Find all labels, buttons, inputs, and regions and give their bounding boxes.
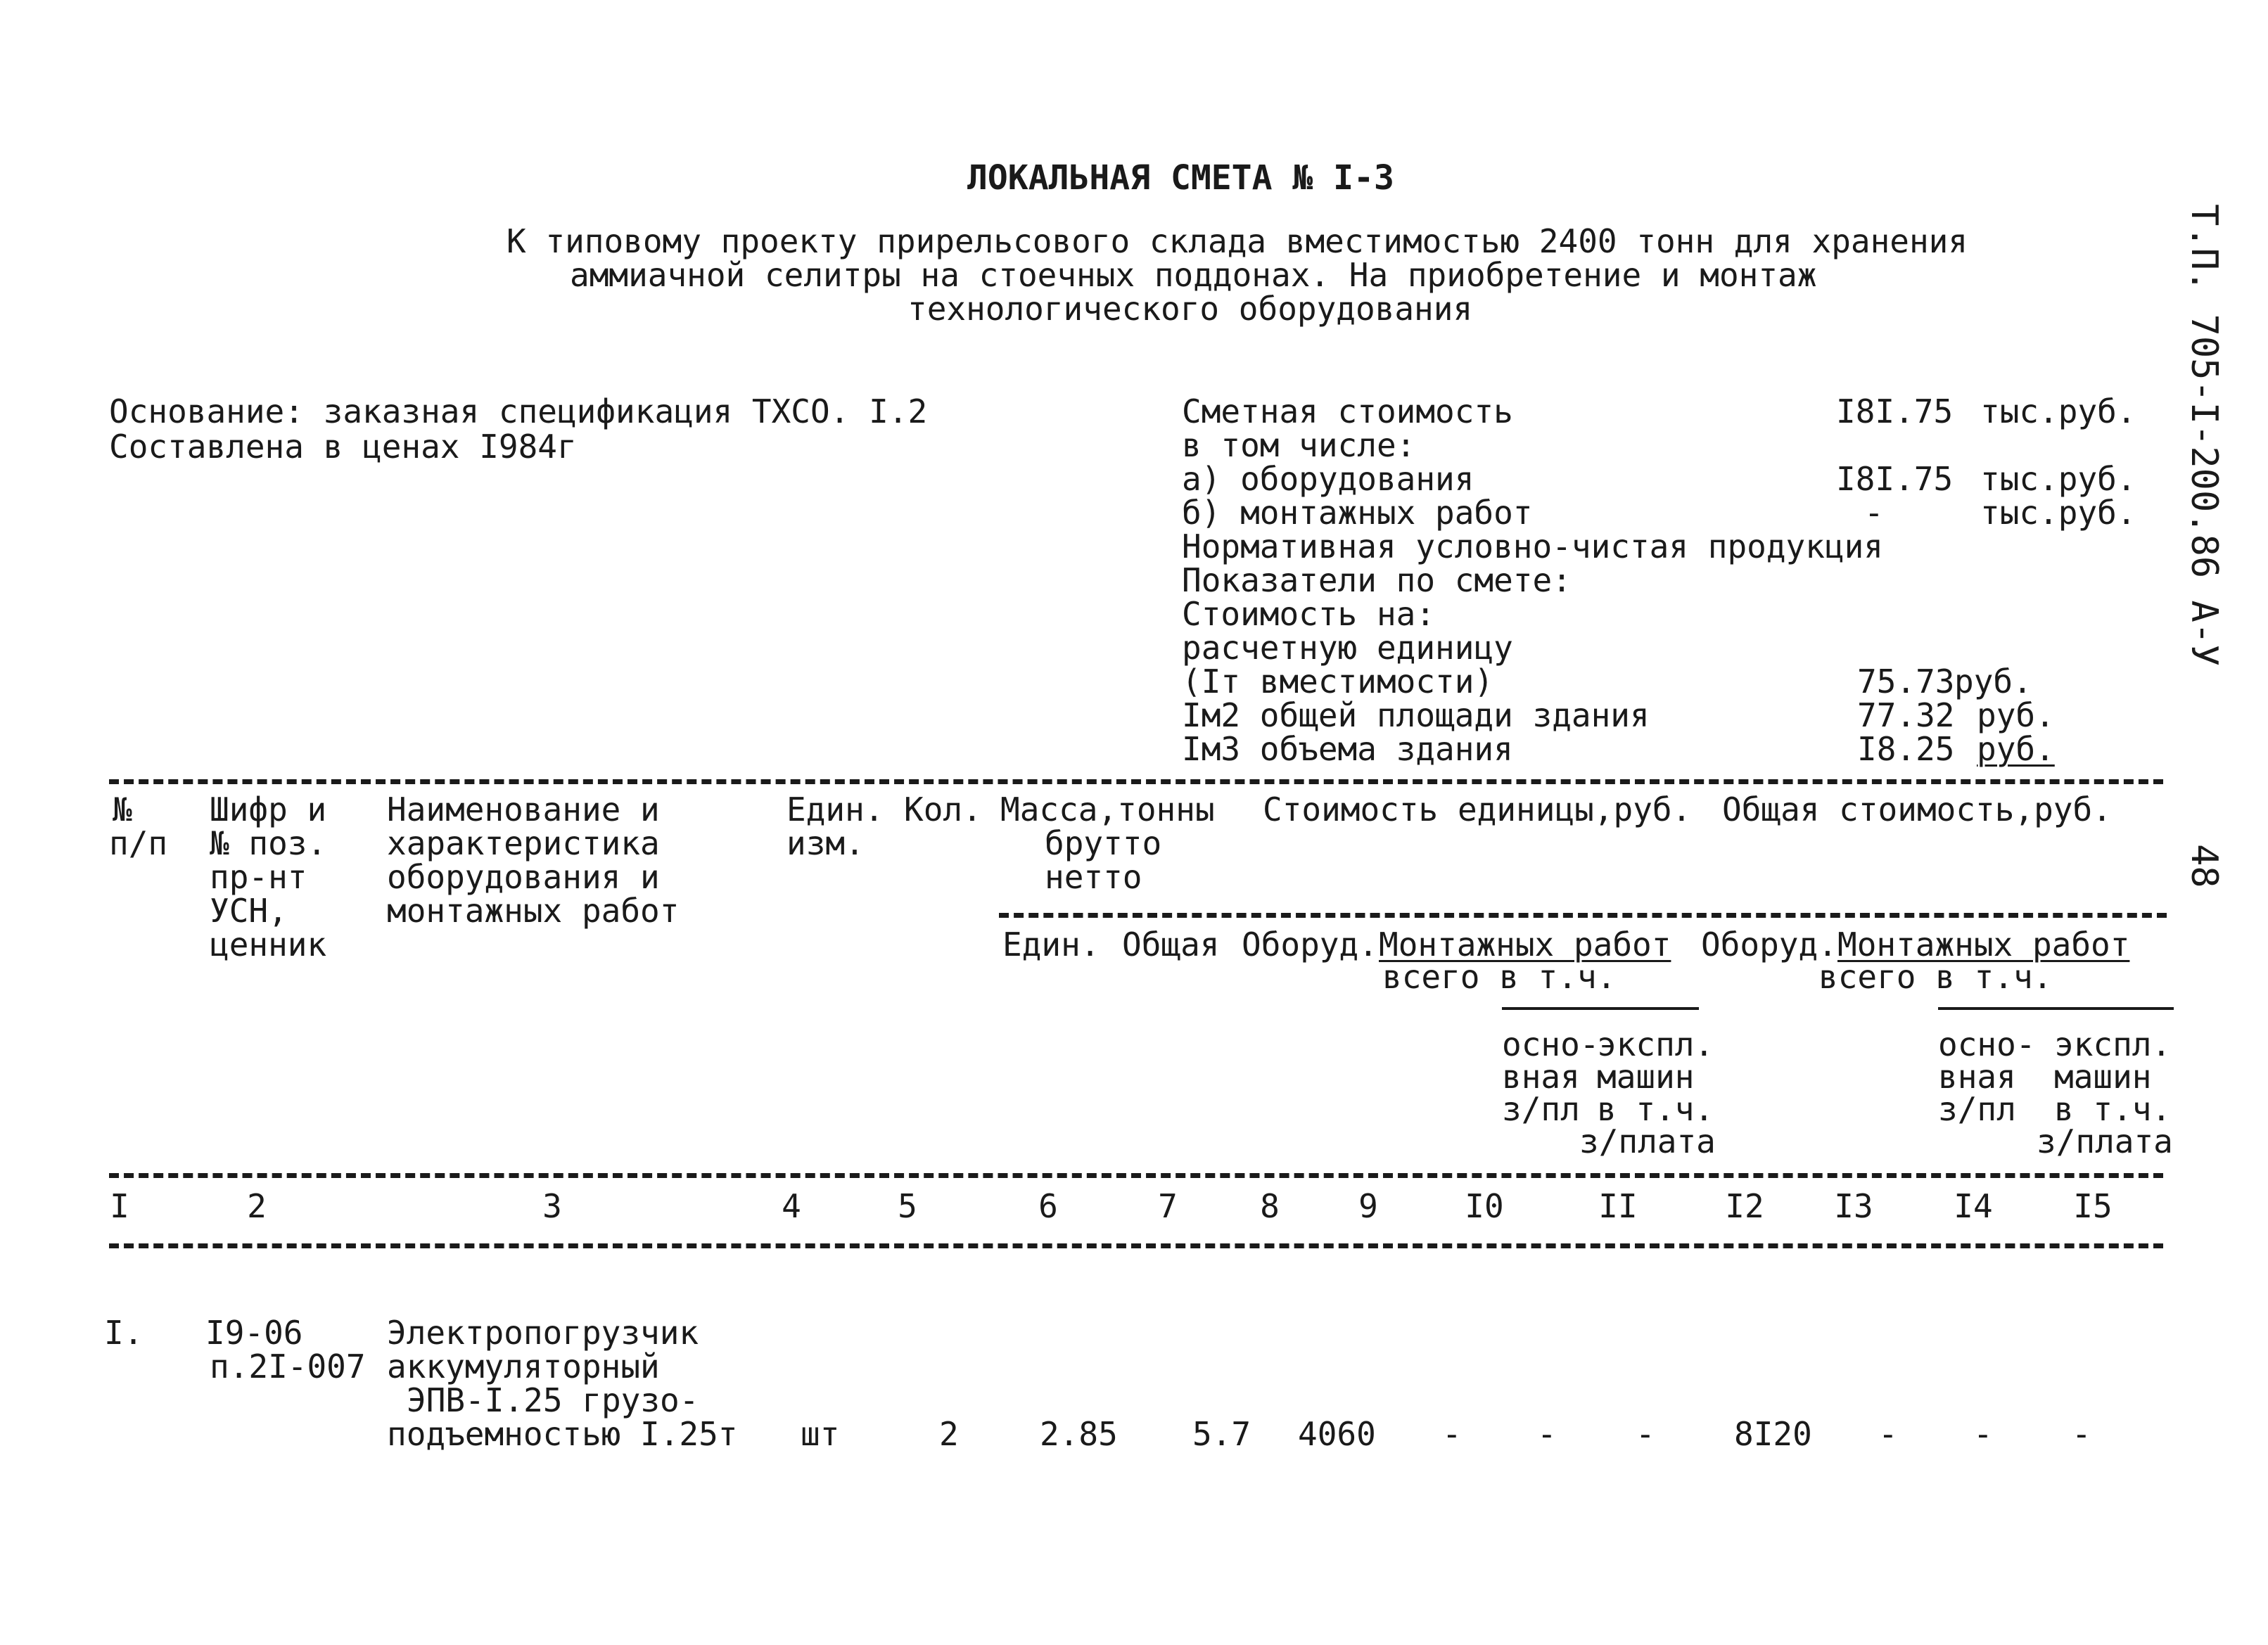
basis-line: Основание: заказная спецификация ТХСО. I.2 [109,392,928,430]
row-mount-unit-basic: - [1537,1415,1557,1453]
machine-exploit-header: з/плата [1579,1122,1716,1160]
row-mount-total-exploit: - [2072,1415,2091,1453]
machine-exploit-header: з/плата [2037,1122,2173,1160]
row-mount-unit-total: - [1442,1415,1462,1453]
equip-total-header: Оборуд. [1701,926,1837,964]
machine-exploit-header: машин [2054,1058,2152,1096]
row-mount-total-basic: - [1973,1415,1993,1453]
basic-wage-header: осно- [1502,1025,1600,1063]
col-number: 4 [782,1187,801,1225]
subtitle-line-1: К типовому проекту прирельсового склада вместимостью 2400 тонн для хранения [507,222,1968,260]
row-name: подъемностью I.25т [387,1415,738,1453]
document-title: ЛОКАЛЬНАЯ СМЕТА № I-3 [967,158,1394,198]
col2-header: Шифр и [210,791,327,828]
cost-label: расчетную единицу [1182,629,1513,667]
row-mass-unit: 2.85 [1040,1415,1118,1453]
cost-value: I8I.75 [1836,460,1954,498]
col2-header: УСН, [210,892,288,930]
cost-label: Сметная стоимость [1182,392,1513,430]
col-number: 5 [898,1187,917,1225]
row-mount-total: - [1878,1415,1898,1453]
cost-unit: руб. [1954,663,2032,700]
cost-value: I8I.75 [1836,392,1954,430]
col2-header: № поз. [210,824,327,862]
mass-unit-header: Един. [1002,926,1100,964]
cost-label: а) оборудования [1182,460,1474,498]
basic-wage-header: вная [1502,1058,1580,1096]
mass-netto: нетто [1045,858,1142,896]
col-number: I3 [1834,1187,1873,1225]
subtitle-line-3: технологического оборудования [907,290,1473,328]
row-mass-total: 5.7 [1192,1415,1251,1453]
row-number: I. [104,1314,144,1352]
basic-wage-header: осно- [1938,1025,2036,1063]
col3-header: Наименование и [387,791,660,828]
col1-header: № [113,791,132,828]
mount-total-sub-header: всего в т.ч. [1818,958,2053,996]
row-name: ЭПВ-I.25 грузо- [407,1381,699,1419]
col-number: II [1598,1187,1638,1225]
row-name: Электропогрузчик [387,1314,699,1352]
total-cost-header: Общая стоимость,руб. [1722,791,2112,828]
cost-label: Нормативная условно-чистая продукция [1182,527,1883,565]
cost-value: I8.25 [1857,730,1955,768]
row-name: аккумуляторный [387,1348,660,1385]
mount-unit-sub-header: всего в т.ч. [1382,958,1617,996]
cost-value: 77.32 [1857,696,1955,734]
col4-header: изм. [786,824,865,862]
col-number: I5 [2073,1187,2113,1225]
mass-header: Масса,тонны [1000,791,1215,828]
cost-label: Iм2 общей площади здания [1182,696,1650,734]
unit-cost-header: Стоимость единицы,руб. [1263,791,1692,828]
page-number: 48 [2183,844,2225,888]
cost-label: б) монтажных работ [1182,494,1533,532]
col-number: I [110,1187,129,1225]
cost-label: в том числе: [1182,426,1416,464]
row-code: п.2I-007 [210,1348,366,1385]
cost-unit: тыс.руб. [1980,392,2136,430]
cost-label: (Iт вместимости) [1182,663,1494,700]
subtitle-line-2: аммиачной селитры на стоечных поддонах. На приобретение и монтаж [570,256,1817,294]
col-numbers-rule [109,1243,2163,1248]
col3-header: монтажных работ [387,892,680,930]
cost-label: Показатели по смете: [1182,561,1572,599]
row-mount-unit-exploit: - [1636,1415,1655,1453]
machine-exploit-header: в т.ч. [1597,1090,1714,1128]
col-number: 8 [1260,1187,1280,1225]
col-number: 3 [542,1187,562,1225]
mount-unit-header: Монтажных работ [1379,926,1671,964]
cost-label: Стоимость на: [1182,595,1436,633]
basic-wage-header: з/пл [1938,1090,2016,1128]
header-split-rule [999,913,2167,918]
cost-unit: руб. [1977,696,2055,734]
col-number: I0 [1465,1187,1504,1225]
machine-exploit-header: машин [1597,1058,1695,1096]
prices-line: Составлена в ценах I984г [109,428,577,466]
row-qty: 2 [939,1415,959,1453]
basic-wage-header: з/пл [1502,1090,1580,1128]
row-code: I9-06 [205,1314,303,1352]
mass-brutto: брутто [1045,824,1162,862]
col2-header: ценник [210,926,327,964]
equip-unit-header: Оборуд. [1242,926,1378,964]
row-equip-total: 8I20 [1734,1415,1812,1453]
col3-header: оборудования и [387,858,660,896]
mount-total-header: Монтажных работ [1837,926,2130,964]
cost-value: 75.73 [1857,663,1955,700]
col1-header: п/п [109,824,168,862]
col-number: 2 [247,1187,267,1225]
col2-header: пр-нт [210,858,307,896]
cost-unit: тыс.руб. [1980,494,2136,532]
side-project-code: Т.П. 705-I-200.86 А-У [2183,204,2225,667]
row-equip-unit: 4060 [1298,1415,1376,1453]
row-unit: шт [801,1415,840,1453]
machine-exploit-header: экспл. [2054,1025,2172,1063]
col-number: 9 [1358,1187,1378,1225]
col4-header: Един. [786,791,884,828]
mass-total-header: Общая [1122,926,1220,964]
col5-header: Кол. [904,791,982,828]
table-top-rule [109,779,2163,784]
col-number: I4 [1954,1187,1993,1225]
machine-exploit-header: в т.ч. [2054,1090,2172,1128]
cost-unit: руб. [1977,730,2055,768]
subheader-rule-2 [1938,1007,2174,1010]
basic-wage-header: вная [1938,1058,2016,1096]
subheader-rule-1 [1502,1007,1699,1010]
machine-exploit-header: экспл. [1597,1025,1714,1063]
cost-value: - [1864,494,1884,532]
cost-unit: тыс.руб. [1980,460,2136,498]
header-bottom-rule [109,1173,2163,1178]
cost-label: Iм3 объема здания [1182,730,1513,768]
col-number: I2 [1725,1187,1764,1225]
col-number: 6 [1038,1187,1058,1225]
col-number: 7 [1158,1187,1178,1225]
col3-header: характеристика [387,824,660,862]
